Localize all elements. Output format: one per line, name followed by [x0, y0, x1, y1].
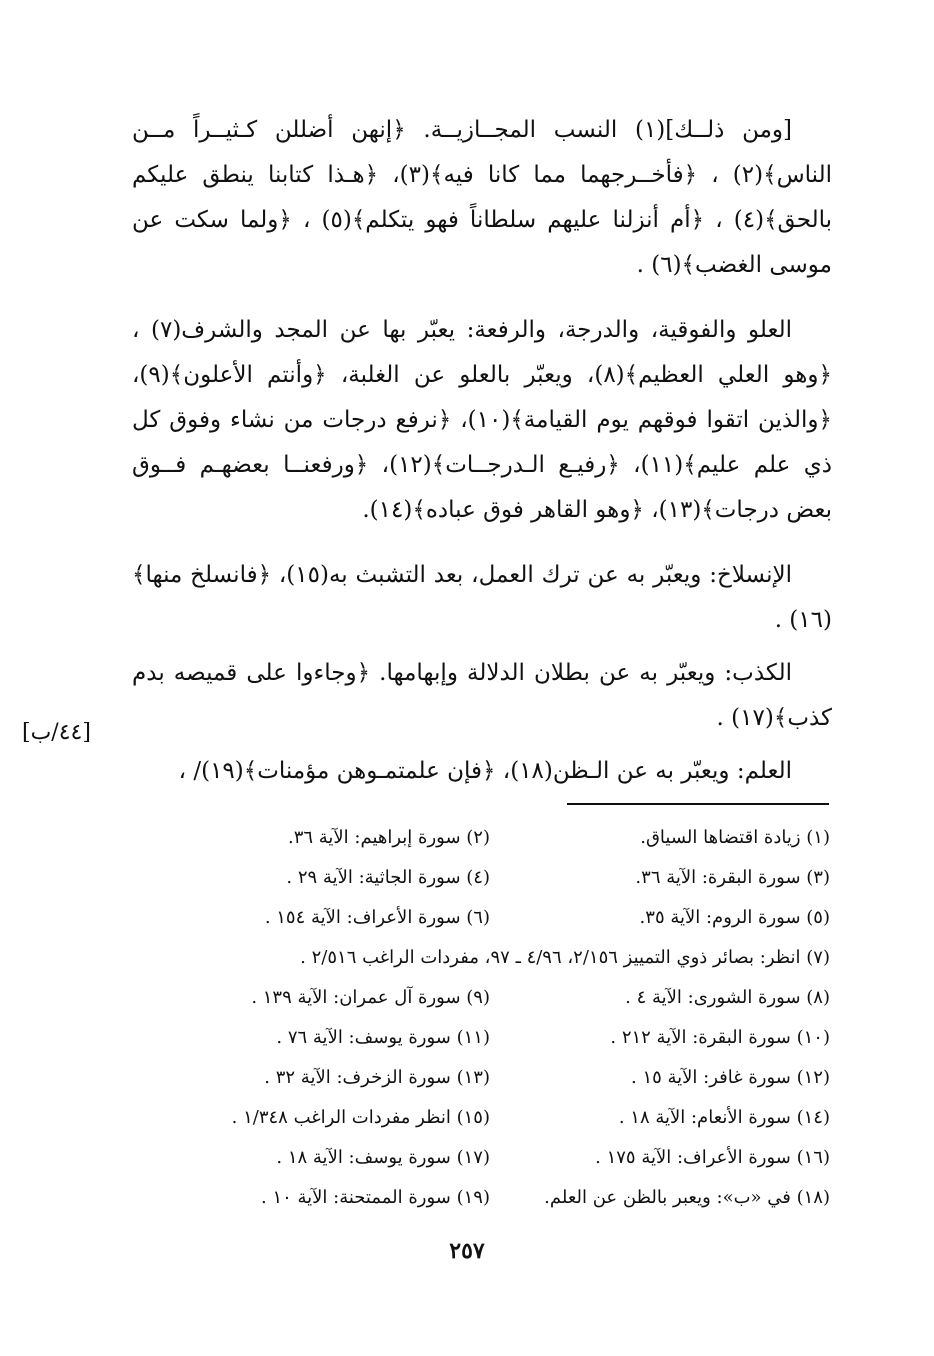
footnote-row [150, 1138, 830, 1178]
footnote-7: (٧) انظر: بصائر ذوي التمييز ٢/١٥٦، ٤/٩٦ ـ ٩٧، مفردات الراغب ٢/٥١٦ . [300, 947, 830, 968]
footnote-3: (٣) سورة البقرة: الآية ٣٦. [635, 867, 830, 888]
footnote-8: (٨) سورة الشورى: الآية ٤ . [625, 987, 830, 1008]
footnote-5: (٥) سورة الروم: الآية ٣٥. [639, 907, 830, 928]
footnote-row [150, 818, 830, 858]
footnote-9: (٩) سورة آل عمران: الآية ١٣٩ . [251, 987, 490, 1008]
footnote-row [150, 978, 830, 1018]
paragraph-knowledge: العلم: ويعبّر به عن الـظن(١٨)، ﴿فإن علمتمـوهن مؤمنات﴾(١٩)/ ، [178, 758, 792, 784]
footnote-13: (١٣) سورة الزخرف: الآية ٣٢ . [264, 1067, 490, 1088]
footnote-15: (١٥) انظر مفردات الراغب ١/٣٤٨ . [231, 1107, 490, 1128]
footnotes [150, 818, 830, 1218]
manuscript-folio-marker: [٤٤/ب] [22, 720, 91, 745]
footnote-17: (١٧) سورة يوسف: الآية ١٨ . [276, 1147, 490, 1168]
footnote-10: (١٠) سورة البقرة: الآية ٢١٢ . [610, 1027, 830, 1048]
footnote-row [150, 1018, 830, 1058]
footnote-16: (١٦) سورة الأعراف: الآية ١٧٥ . [595, 1147, 830, 1168]
footnote-11: (١١) سورة يوسف: الآية ٧٦ . [276, 1027, 490, 1048]
footnote-14: (١٤) سورة الأنعام: الآية ١٨ . [618, 1107, 830, 1128]
footnote-row [150, 858, 830, 898]
footnote-12: (١٢) سورة غافر: الآية ١٥ . [630, 1067, 830, 1088]
footnote-2: (٢) سورة إبراهيم: الآية ٣٦. [287, 827, 490, 848]
footnote-18: (١٨) في «ب»: ويعبر بالظن عن العلم. [544, 1187, 830, 1208]
footnote-row [150, 898, 830, 938]
main-text [132, 108, 832, 814]
footnote-row [150, 1058, 830, 1098]
footnote-1: (١) زيادة اقتضاها السياق. [640, 827, 830, 848]
footnote-separator [567, 803, 829, 805]
footnote-row [150, 1098, 830, 1138]
page-number: ٢٥٧ [449, 1238, 485, 1264]
paragraph-falsehood: الكذب: ويعبّر به عن بطلان الدلالة وإبهامها. ﴿وجاءوا على قميصه بدم كذب﴾(١٧) . [132, 660, 832, 731]
paragraph-elevation: العلو والفوقية، والدرجة، والرفعة: يعبّر بها عن المجد والشرف(٧) ، ﴿وهو العلي العظيم﴾(٨)، ويعبّر بالعلو عن الغلبة، ﴿وأنتم الأعلون﴾(٩)، ﴿والذين اتقوا فوقهم يوم القيامة﴾(١٠)، ﴿نرفع درجات من نشاء وفوق كل ذي علم عليم﴾(١١)، ﴿رفيـع الـدرجــات﴾(١٢)، ﴿ورفعنــا بعضهـم فــوق بعض درجات﴾(١٣)، ﴿وهو القاهر فوق عباده﴾(١٤). [132, 317, 833, 523]
footnote-6: (٦) سورة الأعراف: الآية ١٥٤ . [264, 907, 490, 928]
paragraph-metaphorical-attribution: [ومن ذلــك](١) النسب المجــازيــة. ﴿إنهن أضللن كـثيــراً مــن الناس﴾(٢) ، ﴿فأخــرجهما مما كانا فيه﴾(٣)، ﴿هـذا كتابنا ينطق عليكم بالحق﴾(٤) ، ﴿أم أنزلنا عليهم سلطاناً فهو يتكلم﴾(٥) ، ﴿ولما سكت عن موسى الغضب﴾(٦) . [132, 117, 832, 278]
footnote-4: (٤) سورة الجاثية: الآية ٢٩ . [286, 867, 490, 888]
paragraph-detachment: الإنسلاخ: ويعبّر به عن ترك العمل، بعد التشبث به(١٥)، ﴿فانسلخ منها﴾(١٦) . [132, 562, 832, 633]
footnote-row [150, 1178, 830, 1218]
footnote-19: (١٩) سورة الممتحنة: الآية ١٠ . [260, 1187, 490, 1208]
